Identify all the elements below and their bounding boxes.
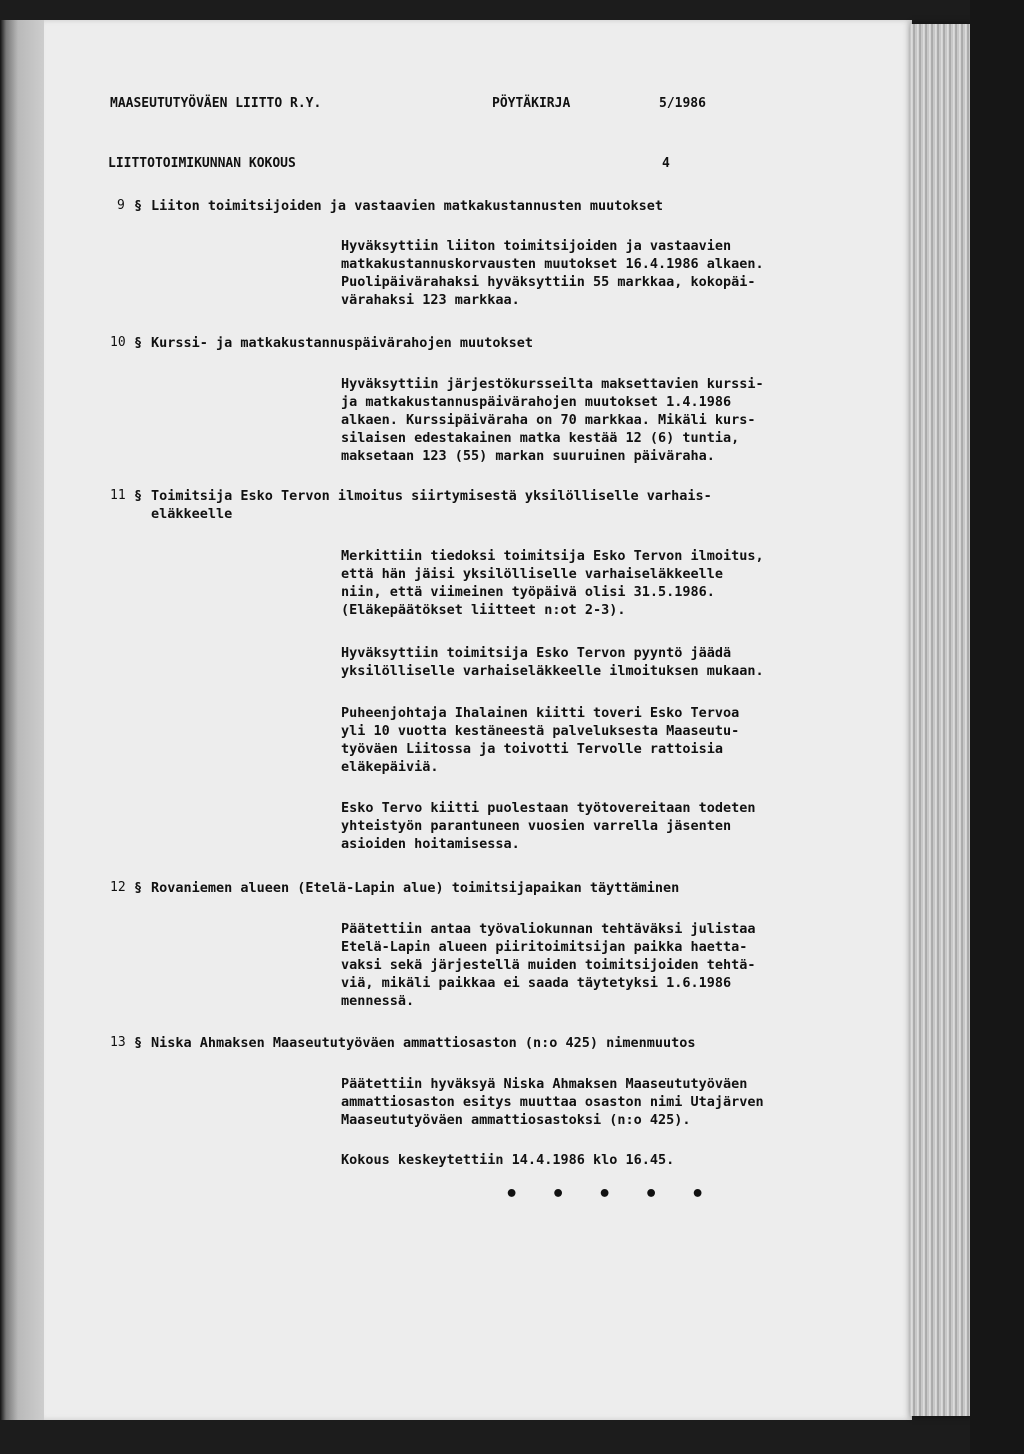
- section-number: 13: [110, 1035, 126, 1050]
- section-sign: §: [134, 880, 143, 896]
- section-heading: Rovaniemen alueen (Etelä-Lapin alue) toimitsijapaikan täyttäminen: [151, 880, 680, 896]
- section-sign: §: [134, 335, 143, 351]
- section-paragraph: Puheenjohtaja Ihalainen kiitti toveri Esko Tervoa yli 10 vuotta kestäneestä palveluksesta Maaseutu- työväen Liitossa ja toivotti Tervolle rattoisia eläkepäiviä.: [341, 705, 740, 775]
- section-heading: Toimitsija Esko Tervon ilmoitus siirtymisestä yksilölliselle varhais- eläkkeelle: [151, 488, 712, 522]
- meeting-title: LIITTOTOIMIKUNNAN KOKOUS: [108, 156, 296, 171]
- section-number: 10: [110, 335, 126, 350]
- section-sign: §: [134, 198, 143, 214]
- document-number: 5/1986: [659, 96, 706, 111]
- section-sign: §: [134, 1035, 143, 1051]
- section-heading: Niska Ahmaksen Maaseututyöväen ammattiosaston (n:o 425) nimenmuutos: [151, 1035, 696, 1051]
- document-type: PÖYTÄKIRJA: [492, 96, 571, 111]
- section-paragraph: Hyväksyttiin liiton toimitsijoiden ja vastaavien matkakustannuskorvausten muutokset 16.4.1986 alkaen. Puolipäivärahaksi hyväksyttiin 55 markkaa, kokopäi- värahaksi 123 markkaa.: [341, 238, 764, 308]
- end-mark-dots: • • • • •: [505, 1182, 715, 1207]
- section-paragraph: Hyväksyttiin toimitsija Esko Tervon pyyntö jäädä yksilölliselle varhaiseläkkeelle ilmoituksen mukaan.: [341, 645, 764, 679]
- section-paragraph: Päätettiin hyväksyä Niska Ahmaksen Maaseututyöväen ammattiosaston esitys muuttaa osaston nimi Utajärven Maaseututyöväen ammattiosastoksi (n:o 425).: [341, 1076, 764, 1128]
- section-heading: Kurssi- ja matkakustannuspäivärahojen muutokset: [151, 335, 534, 351]
- section-paragraph: Päätettiin antaa työvaliokunnan tehtäväksi julistaa Etelä-Lapin alueen piiritoimitsijan paikka haetta- vaksi sekä järjestellä muiden toimitsijoiden tehtä- viä, mikäli paikkaa ei saada täytetyksi 1.6.1986 mennessä.: [341, 921, 756, 1009]
- section-paragraph: Merkittiin tiedoksi toimitsija Esko Tervon ilmoitus, että hän jäisi yksilölliselle varhaiseläkkeelle niin, että viimeinen työpäivä olisi 31.5.1986. (Eläkepäätökset liitteet n:ot 2-3).: [341, 548, 764, 618]
- org-name: MAASEUTUTYÖVÄEN LIITTO R.Y.: [110, 96, 322, 111]
- section-sign: §: [134, 488, 143, 504]
- meeting-adjourned-note: Kokous keskeytettiin 14.4.1986 klo 16.45.: [341, 1152, 675, 1168]
- section-heading: Liiton toimitsijoiden ja vastaavien matkakustannusten muutokset: [151, 198, 664, 214]
- page-number: 4: [662, 156, 670, 171]
- section-paragraph: Esko Tervo kiitti puolestaan työtovereitaan todeten yhteistyön parantuneen vuosien varrella jäsenten asioiden hoitamisessa.: [341, 800, 756, 852]
- section-number: 12: [110, 880, 126, 895]
- section-number: 9: [117, 198, 125, 213]
- section-number: 11: [110, 488, 126, 503]
- section-paragraph: Hyväksyttiin järjestökursseilta maksettavien kurssi- ja matkakustannuspäivärahojen muutokset 1.4.1986 alkaen. Kurssipäiväraha on 70 markkaa. Mikäli kurs- silaisen edestakainen matka kestää 12 (6) tuntia, maksetaan 123 (55) markan suuruinen päiväraha.: [341, 376, 764, 464]
